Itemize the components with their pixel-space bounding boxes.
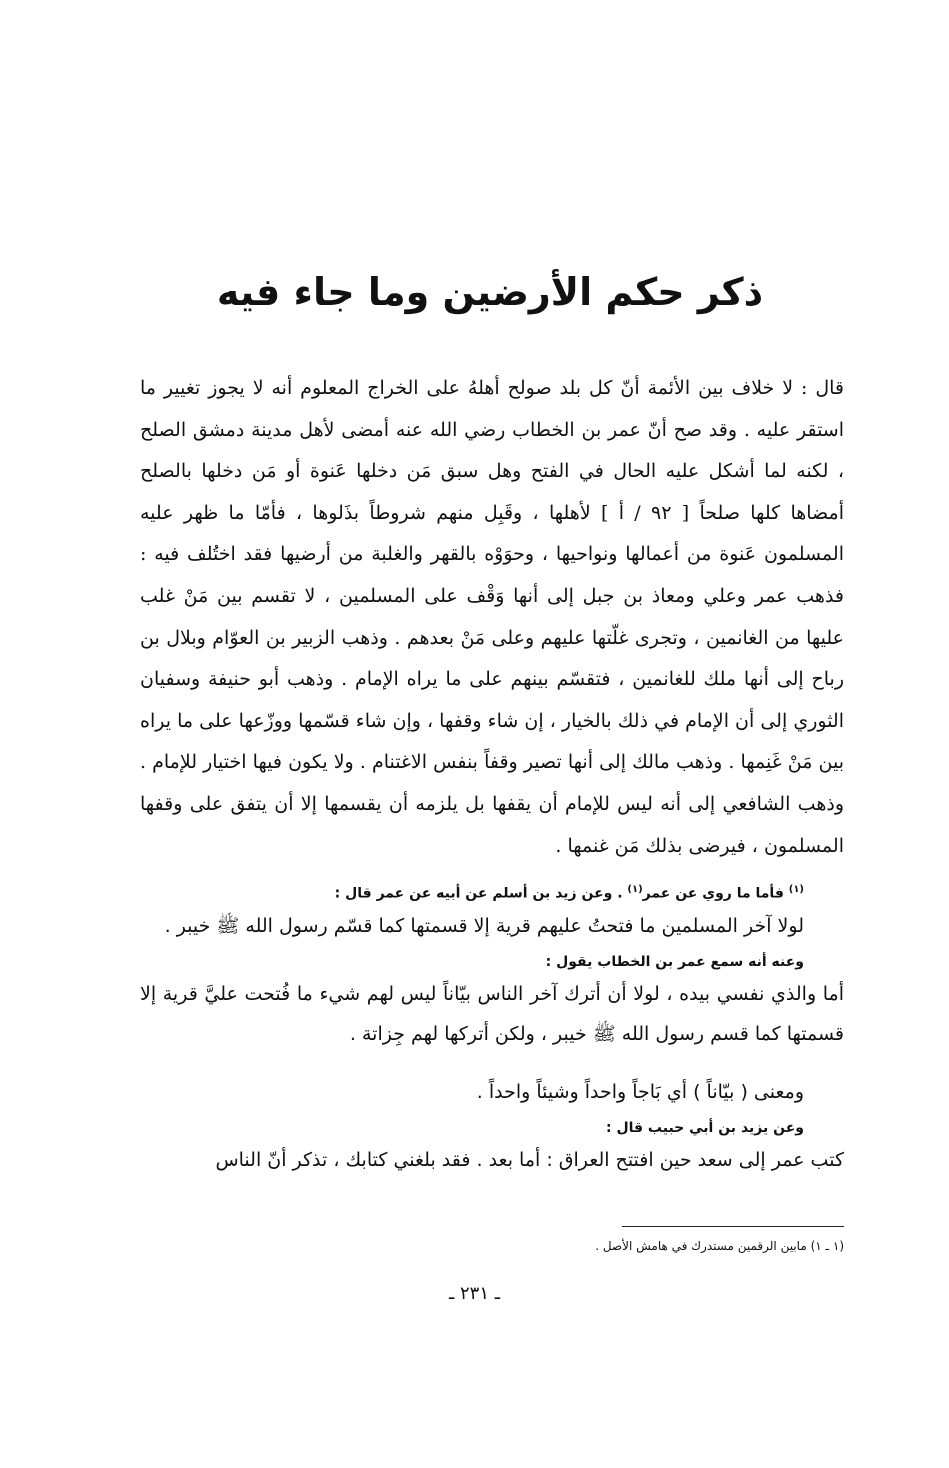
explanation-line: ومعنى ( بيّاناً ) أي بَاجاً واحداً وشيئاً واحداً .	[476, 1080, 804, 1103]
spacer	[140, 1058, 844, 1072]
page-title: ذكر حكم الأرضين وما جاء فيه	[216, 270, 764, 314]
quotation-text: كتب عمر إلى سعد حين افتتح العراق : أما بعد . فقد بلغني كتابك ، تذكر أنّ الناس	[215, 1148, 844, 1171]
quotation-text: أما والذي نفسي بيده ، لولا أن أترك آخر الناس بيّاناً ليس لهم شيء ما فُتحت عليَّ قرية إلا قسمتها كما قسم رسول الله ﷺ خيبر ، ولكن أتركها لهم جِزاتة .	[140, 982, 844, 1045]
narration-heading-text: . وعن زيد بن أسلم عن أبيه عن عمر قال :	[334, 885, 623, 902]
narration-heading: وعن يزيد بن أبي حبيب قال :	[605, 1119, 804, 1136]
page-number: ـ ٢٣١ ـ	[448, 1283, 500, 1304]
quotations-section	[140, 878, 844, 1184]
footnote-marker: (١)	[627, 884, 643, 895]
narration-heading: وعنه أنه سمع عمر بن الخطاب يقول :	[545, 953, 804, 970]
footnote-marker: (١)	[788, 884, 804, 895]
narration-heading	[140, 878, 844, 906]
body-paragraph: قال : لا خلاف بين الأئمة أنّ كل بلد صولح أهلهُ على الخراج المعلوم أنه لا يجوز تغيير ما استقر عليه . وقد صح أنّ عمر بن الخطاب رضي الله عنه أمضى لأهل مدينة دمشق الصلح ، لكنه لما أشكل عليه الحال في الفتح وهل سبق مَن دخلها عَنوة أو مَن دخلها بالصلح أمضاها كلها صلحاً [ ٩٢ / أ ] لأهلها ، وقَبِل منهم شروطاً بذَلوها ، فأمّا ما ظهر عليه المسلمون عَنوة من أعمالها ونواحيها ، وحوَوْه بالقهر والغلبة من أرضيها فقد اختُلف فيه : فذهب عمر وعلي ومعاذ بن جبل إلى أنها وَقْف على المسلمين ، لا تقسم بين مَنْ غلب عليها من الغانمين ، وتجرى غلّتها عليهم وعلى مَنْ بعدهم . وذهب الزبير بن العوّام وبلال بن رباح إلى أنها ملك للغانمين ، فتقسّم بينهم على ما يراه الإمام . وذهب أبو حنيفة وسفيان الثوري إلى أن الإمام في ذلك بالخيار ، إن شاء وقفها ، وإن شاء قسّمها ووزّعها على ما يراه بين مَنْ غَنِمها . وذهب مالك إلى أنها تصير وقفاً بنفس الاغتنام . ولا يكون فيها اختيار للإمام . وذهب الشافعي إلى أنه ليس للإمام أن يقفها بل يلزمه أن يقسمها إلا أن يتفق على وقفها المسلمون ، فيرضى بذلك مَن غنمها .	[140, 377, 844, 857]
main-body	[140, 368, 844, 867]
narration-heading-text: فأما ما روي عن عمر	[642, 885, 784, 902]
footnote-divider	[622, 1226, 844, 1227]
footnote: (١ ـ ١) مابين الرقمين مستدرك في هامش الأصل .	[595, 1239, 844, 1253]
quotation-text: لولا آخر المسلمين ما فتحتُ عليهم قرية إلا قسمتها كما قسّم رسول الله ﷺ خيبر .	[164, 914, 804, 937]
